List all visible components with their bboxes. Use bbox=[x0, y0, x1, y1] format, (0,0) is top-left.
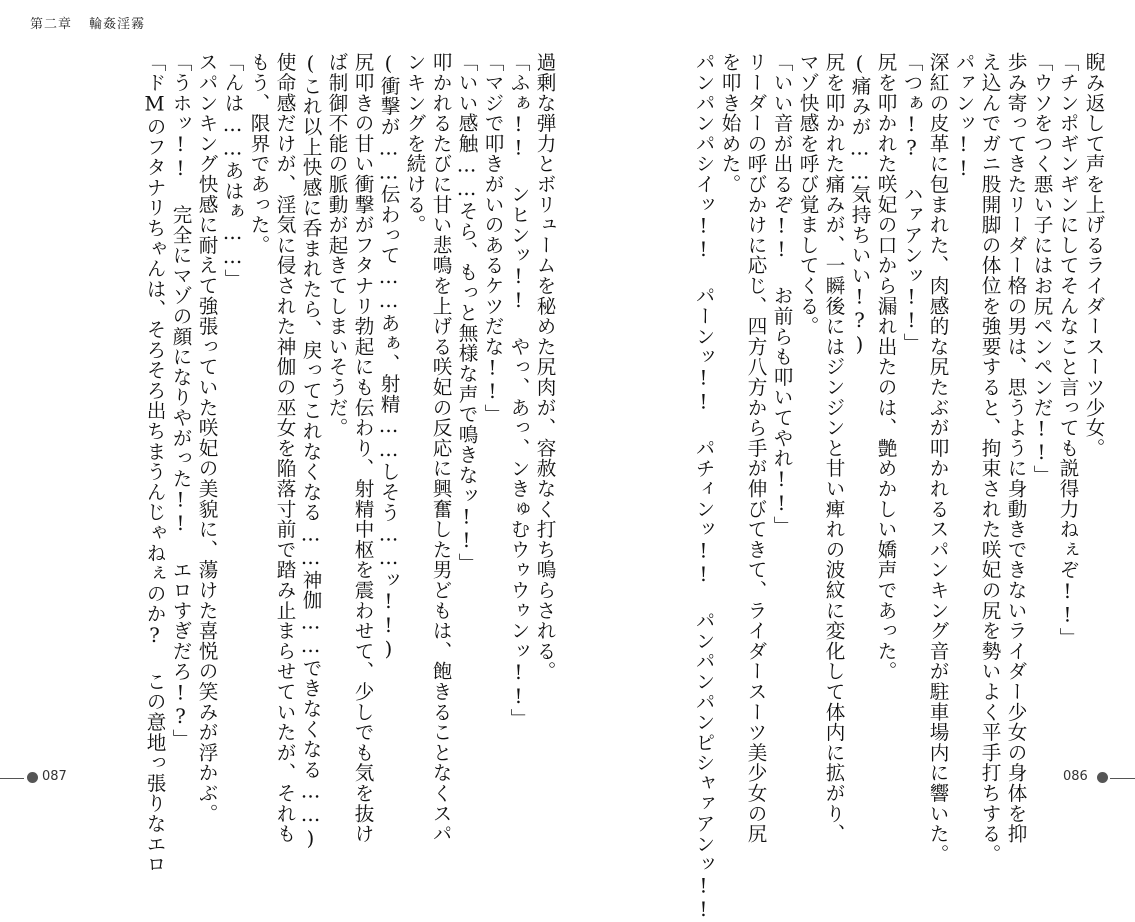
text-line: 深紅の皮革に包まれた、肉感的な尻たぶが叩かれるスパンキング音が駐車場内に響いた。 bbox=[926, 52, 949, 864]
text-line: (これ以上快感に呑まれたら、戻ってこれなくなる……神伽……できなくなる……) bbox=[299, 52, 322, 851]
text-line: 歩み寄ってきたリーダー格の男は、思うように身動きできないライダー少女の身体を抑 bbox=[1004, 52, 1027, 844]
text-line: を叩き始めた。 bbox=[718, 52, 741, 195]
text-line: 「つぁ!? ハァアンッ!!」 bbox=[900, 52, 923, 354]
page-number-right: 086 bbox=[1063, 769, 1088, 784]
text-line: 「ドMのフタナリちゃんは、そろそろ出ちまうんじゃねぇのか? この意地っ張りなエロ bbox=[143, 52, 166, 875]
text-line: 睨み返して声を上げるライダースーツ少女。 bbox=[1082, 52, 1105, 458]
text-line: (衝撃が……伝わって……あぁ、射精……しそう……ッ!!) bbox=[377, 52, 400, 662]
text-line: 「チンポギンギンにしてそんなこと言っても説得力ねぇぞ!!」 bbox=[1056, 52, 1079, 648]
chapter-number: 第二章 bbox=[30, 17, 73, 32]
footer-rule-left bbox=[0, 778, 24, 779]
text-line: え込んでガニ股開脚の体位を強要すると、拘束された咲妃の尻を勢いよく平手打ちする。 bbox=[978, 52, 1001, 864]
text-line: ば制御不能の脈動が起きてしまいそうだ。 bbox=[325, 52, 348, 438]
text-line: 過剰な弾力とボリュームを秘めた尻肉が、容赦なく打ち鳴らされる。 bbox=[533, 52, 556, 682]
footer-dot-left bbox=[27, 772, 38, 783]
running-head bbox=[30, 13, 157, 32]
text-line: マゾ快感を呼び覚ましてくる。 bbox=[796, 52, 819, 337]
chapter-title: 輪姦淫霧 bbox=[89, 17, 146, 32]
text-line: 尻叩きの甘い衝撃がフタナリ勃起にも伝わり、射精中枢を震わせて、少しでも気を抜け bbox=[351, 52, 374, 844]
text-line: (痛みが……気持ちいい!?) bbox=[848, 52, 871, 357]
text-line: パァンッ!! bbox=[952, 52, 975, 181]
footer-dot-right bbox=[1097, 772, 1108, 783]
text-line: 「うホッ!! 完全にマゾの顔になりやがった!! エロすぎだろ!?」 bbox=[169, 52, 192, 750]
text-line: パンパンパシイッ!! パーンッ!! パチィンッ!! パンパンパンピシャァアンッ!! bbox=[692, 52, 715, 922]
page-number-left: 087 bbox=[42, 769, 67, 784]
text-line: 「んは……あはぁ……」 bbox=[221, 52, 244, 289]
text-line: 「いい感触……そら、もっと無様な声で鳴きなッ!!」 bbox=[455, 52, 478, 574]
footer-rule-right bbox=[1110, 778, 1135, 779]
text-line: 「マジで叩きがいのあるケツだな!!」 bbox=[481, 52, 504, 425]
text-line: 叩かれるたびに甘い悲鳴を上げる咲妃の反応に興奮した男どもは、飽きることなくスパ bbox=[429, 52, 452, 844]
text-line: スパンキング快感に耐えて強張っていた咲妃の美貌に、蕩けた喜悦の笑みが浮かぶ。 bbox=[195, 52, 218, 824]
text-line: ンキングを続ける。 bbox=[403, 52, 426, 235]
text-line: もう、限界であった。 bbox=[247, 52, 270, 255]
text-line: 「いい音が出るぞ!! お前らも叩いてやれ!!」 bbox=[770, 52, 793, 536]
text-line: 尻を叩かれた咲妃の口から漏れ出たのは、艶めかしい嬌声であった。 bbox=[874, 52, 897, 682]
text-line: 「ふぁ!! ンヒンッ!! やっ、あっ、ンきゅむウゥウゥンッ!!」 bbox=[507, 52, 530, 729]
text-line: 「ウソをつく悪い子にはお尻ペンペンだ!!」 bbox=[1030, 52, 1053, 486]
text-line: 尻を叩かれた痛みが、一瞬後にはジンジンと甘い痺れの波紋に変化して体内に拡がり、 bbox=[822, 52, 845, 844]
text-line: リーダーの呼びかけに応じ、四方八方から手が伸びてきて、ライダースーツ美少女の尻 bbox=[744, 52, 767, 844]
text-line: 使命感だけが、淫気に侵された神伽の巫女を陥落寸前で踏み止まらせていたが、それも bbox=[273, 52, 296, 844]
